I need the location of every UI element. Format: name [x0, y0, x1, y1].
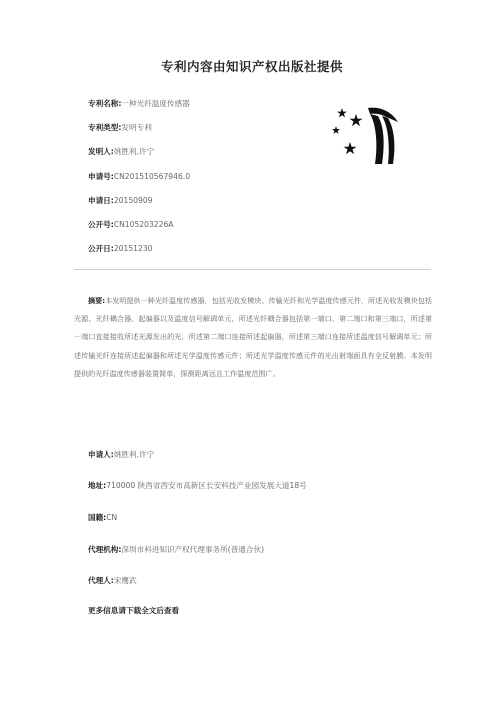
detail-label: 申请人:: [88, 450, 114, 459]
detail-applicant: [88, 450, 154, 460]
detail-value: 710000 陕西省西安市高新区长安科技产业园发展大道18号: [106, 481, 307, 490]
meta-inventors: [88, 147, 190, 171]
detail-agent: [88, 576, 137, 586]
detail-label: 代理人:: [88, 576, 114, 585]
meta-value: 发明专利: [121, 123, 152, 133]
meta-value: 姚胜利,许宁: [113, 147, 155, 157]
star-icon: [344, 142, 357, 154]
section-divider: [74, 269, 431, 270]
page-title: 专利内容由知识产权出版社提供: [160, 59, 343, 74]
meta-publication-date: [88, 244, 190, 268]
detail-address: [88, 481, 307, 491]
abstract-label: 摘要:: [88, 296, 106, 305]
emblem-stars: [332, 108, 363, 154]
meta-application-date: [88, 196, 190, 220]
meta-label: 发明人:: [88, 147, 114, 157]
star-icon: [332, 126, 340, 134]
meta-value: 一种光纤温度传感器: [121, 99, 190, 108]
patent-meta-list: [88, 99, 190, 268]
detail-label: 地址:: [88, 481, 107, 490]
detail-agency: [88, 545, 264, 555]
detail-value: 姚胜利,许宁: [113, 450, 155, 459]
detail-value: 宋鹰武: [113, 576, 137, 585]
detail-label: 代理机构:: [88, 545, 122, 554]
meta-label: 专利名称:: [88, 99, 122, 108]
star-icon: [337, 108, 347, 117]
meta-value: 20150909: [113, 195, 153, 205]
meta-label: 专利类型:: [88, 123, 122, 133]
abstract-section: [74, 292, 432, 383]
abstract-text: 本发明提供一种光纤温度传感器，包括光收发模块、传输光纤和光学温度传感元件，所述光收发模块包括光源、光纤耦合器、起偏器以及温度信号解调单元，所述光纤耦合器包括第一端口、第二端口和第三端口，所述第一端口直接接收所述光源发出的光，所述第二端口连接所述起偏器，所述第三端口连接所述温度信号解调单元；所述传输光纤连接所述起偏器和所述光学温度传感元件；所述光学温度传感元件的光出射端面具有全反射膜。本发明提供的光纤温度传感器装置简单，探测距离远且工作温度范围广。: [74, 296, 433, 378]
detail-country: [88, 513, 117, 523]
meta-label: 公开日:: [88, 244, 114, 254]
meta-value: CN105203226A: [113, 219, 174, 229]
meta-label: 申请日:: [88, 195, 114, 205]
detail-label: 国籍:: [88, 513, 107, 522]
download-full-text-link[interactable]: 更多信息请下载全文后查看: [88, 606, 180, 615]
detail-value: 深圳市科进知识产权代理事务所(普通合伙): [121, 545, 265, 554]
meta-patent-type: [88, 123, 190, 147]
star-icon: [350, 114, 363, 126]
sipo-emblem-icon: [326, 106, 406, 166]
emblem-mark: [368, 108, 398, 164]
meta-value: CN201510567946.0: [113, 171, 191, 181]
meta-value: 20151230: [113, 244, 153, 254]
meta-label: 申请号:: [88, 171, 114, 181]
detail-value: CN: [106, 513, 118, 522]
meta-publication-no: [88, 220, 190, 244]
meta-patent-name: [88, 99, 190, 123]
meta-application-no: [88, 172, 190, 196]
meta-label: 公开号:: [88, 219, 114, 229]
